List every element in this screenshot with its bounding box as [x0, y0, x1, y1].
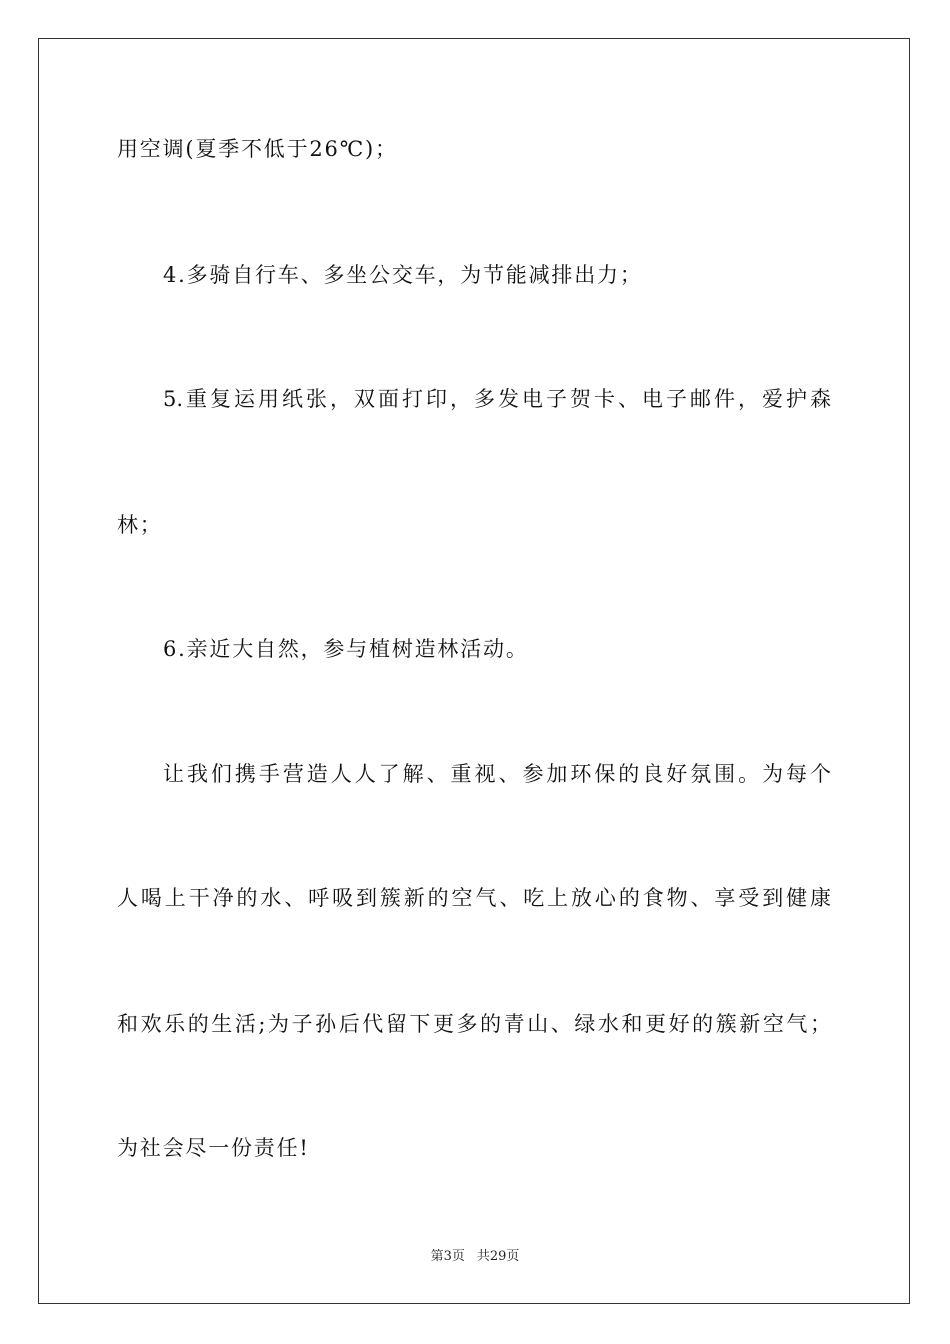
page-footer [0, 1248, 950, 1266]
text-line-5: 6.亲近大自然，参与植树造林活动。 [163, 637, 529, 661]
text-line-3: 5.重复运用纸张，双面打印，多发电子贺卡、电子邮件，爱护森 [163, 387, 831, 411]
text-line-1: 用空调(夏季不低于26℃)； [117, 137, 398, 161]
text-line-4: 林； [117, 513, 163, 537]
text-line-9: 为社会尽一份责任! [117, 1136, 310, 1160]
text-line-7: 人喝上干净的水、呼吸到簇新的空气、吃上放心的食物、享受到健康 [117, 886, 831, 910]
page-border [38, 38, 910, 1304]
text-line-2: 4.多骑自行车、多坐公交车，为节能减排出力； [163, 263, 643, 287]
page-number: 第3页 [430, 1249, 465, 1264]
text-line-8: 和欢乐的生活;为子孙后代留下更多的青山、绿水和更好的簇新空气； [117, 1012, 831, 1036]
page-total: 共29页 [476, 1249, 520, 1264]
text-line-6: 让我们携手营造人人了解、重视、参加环保的良好氛围。为每个 [163, 762, 831, 786]
